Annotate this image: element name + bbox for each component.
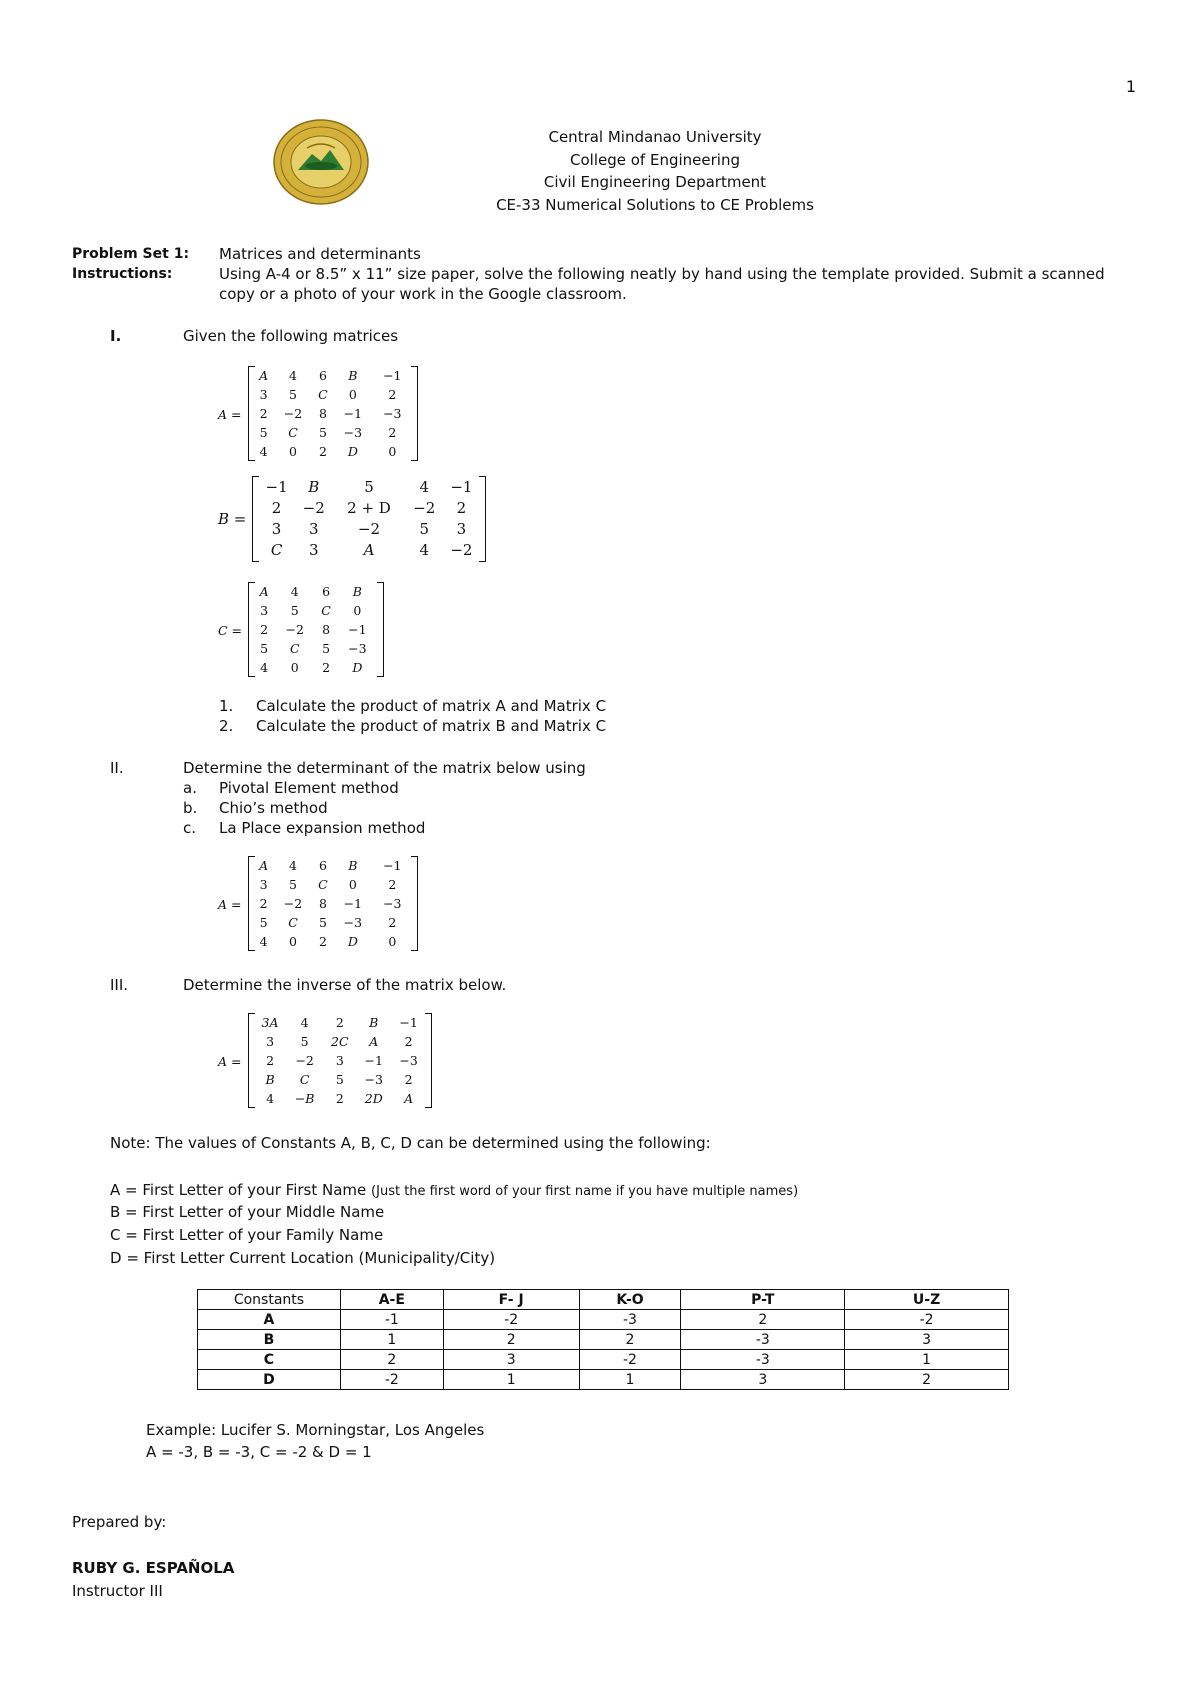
page-number: 1 (1125, 77, 1136, 96)
course-title: CE-33 Numerical Solutions to CE Problems (496, 195, 814, 214)
section-1-numeral: I. (110, 327, 122, 345)
matrix-cell: 3A (261, 1015, 279, 1030)
matrix-cell: C (289, 641, 300, 656)
note-line-a (110, 1180, 798, 1202)
matrix-cell: 0 (353, 603, 362, 618)
example-line-2: A = -3, B = -3, C = -2 & D = 1 (146, 1443, 372, 1461)
constants-table (197, 1289, 1009, 1390)
matrix-cell: −1 (450, 477, 473, 496)
matrix-a-1 (218, 366, 418, 466)
matrix-cell: 4 (290, 584, 299, 599)
matrix-cell: 4 (419, 477, 430, 496)
matrix-cell: 5 (364, 477, 374, 496)
matrix-cell: 2 (388, 877, 397, 892)
matrix-cell: D (352, 660, 363, 675)
table-cell: B (198, 1330, 341, 1350)
table-cell: 2 (845, 1370, 1009, 1390)
instructions-line-1: Using A-4 or 8.5” x 11” size paper, solve the following neatly by hand using the template provided. Submit a scanned (219, 265, 1105, 283)
matrix-cell: 5 (322, 641, 331, 656)
matrix-cell: 3 (308, 540, 319, 559)
matrix-cell: −1 (383, 858, 402, 873)
matrix-cell: −3 (383, 896, 402, 911)
matrix-label: A = (218, 407, 242, 422)
table-header-cell: F- J (443, 1290, 579, 1310)
matrix-cell: 2 (404, 1034, 413, 1049)
matrix-label: A = (218, 1054, 242, 1069)
college-name: College of Engineering (570, 150, 740, 169)
note-line-a-main: A = First Letter of your First Name (110, 1181, 367, 1199)
task-1-number: 1. (219, 697, 234, 715)
matrix-cell: 0 (348, 877, 357, 892)
matrix-cell: B (348, 368, 358, 383)
matrix-cell: 2C (331, 1034, 349, 1049)
matrix-label: B = (218, 510, 247, 528)
matrix-cell: 2 (388, 915, 397, 930)
matrix-cell: −2 (285, 622, 304, 637)
method-b-text: Chio’s method (219, 799, 328, 817)
matrix-cell: 5 (318, 425, 327, 440)
instructions-label: Instructions: (72, 266, 173, 282)
table-header-cell: U-Z (845, 1290, 1009, 1310)
matrix-cell: B (352, 584, 362, 599)
matrix-cell: C (270, 540, 283, 559)
matrix-cell: A (404, 1091, 414, 1106)
problem-set-title: Matrices and determinants (219, 245, 421, 263)
method-c-text: La Place expansion method (219, 819, 426, 837)
matrix-cell: −1 (399, 1015, 418, 1030)
matrix-cell: 2 (388, 387, 397, 402)
matrix-cell: B (369, 1015, 379, 1030)
preparer-name: RUBY G. ESPAÑOLA (72, 1559, 235, 1577)
matrix-cell: −1 (343, 406, 363, 421)
matrix-cell: C (299, 1072, 310, 1087)
table-cell: 3 (845, 1330, 1009, 1350)
matrix-cell: C (288, 915, 298, 930)
matrix-cell: 5 (259, 425, 268, 440)
matrix-grid (258, 476, 480, 560)
matrix-cell: −3 (348, 641, 367, 656)
matrix-cell: B (265, 1072, 275, 1087)
matrix-cell: 6 (322, 584, 331, 599)
matrix-cell: 3 (271, 519, 282, 538)
matrix-cell: A (259, 858, 269, 873)
matrix-label: C = (218, 623, 243, 638)
matrix-cell: C (318, 877, 328, 892)
matrix-cell: 5 (419, 519, 430, 538)
matrix-cell: 4 (266, 1091, 275, 1106)
matrix-cell: B (308, 477, 320, 496)
table-cell: 1 (443, 1370, 579, 1390)
matrix-cell: 0 (289, 934, 297, 949)
matrix-cell: 3 (335, 1053, 344, 1068)
instructions-line-2: copy or a photo of your work in the Google classroom. (219, 285, 627, 303)
matrix-cell: 2 (335, 1015, 344, 1030)
matrix-cell: 2 (271, 498, 282, 517)
table-cell: -2 (340, 1370, 443, 1390)
matrix-cell: 5 (259, 915, 268, 930)
table-header-cell: A-E (340, 1290, 443, 1310)
table-cell: A (198, 1310, 341, 1330)
table-row (198, 1310, 1009, 1330)
matrix-cell: 3 (259, 387, 268, 402)
matrix-cell: −2 (357, 519, 381, 538)
matrix-cell: 3 (456, 519, 467, 538)
matrix-cell: C (288, 425, 298, 440)
matrix-cell: 8 (318, 896, 327, 911)
matrix-cell: −2 (413, 498, 436, 517)
matrix-cell: 2D (364, 1091, 383, 1106)
table-cell: -3 (579, 1310, 681, 1330)
matrix-cell: 2 (266, 1053, 275, 1068)
matrix-cell: 2 (318, 444, 327, 459)
table-header-row (198, 1290, 1009, 1310)
section-2-numeral: II. (110, 759, 124, 777)
matrix-cell: 2 (259, 406, 268, 421)
matrix-cell: D (347, 444, 358, 459)
table-cell: -3 (681, 1350, 845, 1370)
matrix-cell: 4 (300, 1015, 309, 1030)
matrix-cell: 2 (404, 1072, 413, 1087)
matrix-cell: 2 (259, 896, 268, 911)
matrix-cell: 5 (289, 387, 297, 402)
table-header-cell: P-T (681, 1290, 845, 1310)
task-1-text: Calculate the product of matrix A and Matrix C (256, 697, 607, 715)
matrix-cell: 5 (300, 1034, 309, 1049)
matrix-c (218, 582, 388, 682)
matrix-cell: −3 (383, 406, 402, 421)
matrix-cell: 2 (335, 1091, 344, 1106)
matrix-cell: 2 (322, 660, 331, 675)
matrix-cell: −1 (383, 368, 402, 383)
table-cell: 2 (681, 1310, 845, 1330)
task-2-text: Calculate the product of matrix B and Matrix C (256, 717, 607, 735)
table-cell: 3 (681, 1370, 845, 1390)
matrix-grid (254, 582, 378, 677)
matrix-cell: 8 (318, 406, 327, 421)
section-2-text: Determine the determinant of the matrix below using (183, 759, 586, 777)
method-a-letter: a. (183, 779, 197, 797)
task-2-number: 2. (219, 717, 234, 735)
matrix-cell: 0 (388, 934, 397, 949)
matrix-cell: D (347, 934, 358, 949)
matrix-cell: 3 (308, 519, 319, 538)
section-1-text: Given the following matrices (183, 327, 399, 345)
table-cell: -1 (340, 1310, 443, 1330)
matrix-cell: 3 (259, 877, 268, 892)
matrix-cell: −1 (265, 477, 288, 496)
table-cell: 1 (845, 1350, 1009, 1370)
section-3-text: Determine the inverse of the matrix below. (183, 976, 507, 994)
matrix-cell: 0 (290, 660, 299, 675)
table-row (198, 1350, 1009, 1370)
matrix-cell: −2 (283, 896, 303, 911)
table-cell: 3 (443, 1350, 579, 1370)
table-cell: D (198, 1370, 341, 1390)
university-name: Central Mindanao University (548, 128, 762, 146)
document-header (0, 126, 1200, 216)
matrix-cell: 4 (289, 368, 297, 383)
table-cell: 2 (340, 1350, 443, 1370)
matrix-cell: C (321, 603, 331, 618)
matrix-cell: 8 (322, 622, 331, 637)
table-cell: -3 (681, 1330, 845, 1350)
department-name: Civil Engineering Department (543, 173, 767, 191)
matrix-cell: −2 (450, 540, 473, 559)
table-cell: -2 (579, 1350, 681, 1370)
note-line-a-aside: (Just the first word of your first name if you have multiple names) (371, 1184, 799, 1199)
matrix-cell: 2 (388, 425, 397, 440)
section-3-numeral: III. (110, 976, 129, 994)
matrix-grid (254, 856, 412, 951)
table-cell: 1 (579, 1370, 681, 1390)
matrix-label: A = (218, 897, 242, 912)
note-line-c: C = First Letter of your Family Name (110, 1226, 384, 1244)
matrix-cell: 4 (419, 540, 430, 559)
method-a-text: Pivotal Element method (219, 779, 399, 797)
matrix-cell: −2 (283, 406, 303, 421)
matrix-cell: A (259, 368, 269, 383)
matrix-cell: 0 (388, 444, 397, 459)
matrix-cell: 2 (260, 622, 269, 637)
note-line-b: B = First Letter of your Middle Name (110, 1203, 385, 1221)
matrix-cell: 5 (318, 915, 327, 930)
matrix-cell: −3 (343, 915, 363, 930)
table-cell: 1 (340, 1330, 443, 1350)
table-header-cell: K-O (579, 1290, 681, 1310)
matrix-cell: 2 + D (347, 498, 391, 517)
problem-set-label: Problem Set 1: (72, 246, 190, 262)
matrix-cell: 3 (260, 603, 269, 618)
matrix-cell: 5 (260, 641, 269, 656)
matrix-cell: A (369, 1034, 379, 1049)
matrix-cell: −3 (364, 1072, 383, 1087)
note-text: Note: The values of Constants A, B, C, D can be determined using the following: (110, 1134, 711, 1152)
table-cell: -2 (845, 1310, 1009, 1330)
matrix-cell: C (318, 387, 328, 402)
matrix-cell: −2 (295, 1053, 314, 1068)
matrix-grid (254, 1013, 426, 1108)
matrix-cell: 4 (289, 858, 297, 873)
matrix-grid (254, 366, 412, 461)
matrix-cell: 2 (456, 498, 467, 517)
matrix-cell: 4 (260, 660, 269, 675)
preparer-title: Instructor III (72, 1582, 163, 1600)
method-c-letter: c. (183, 819, 197, 837)
matrix-cell: A (259, 584, 269, 599)
method-b-letter: b. (183, 799, 198, 817)
matrix-cell: −1 (364, 1053, 383, 1068)
matrix-cell: 5 (290, 603, 299, 618)
table-cell: -2 (443, 1310, 579, 1330)
example-line-1: Example: Lucifer S. Morningstar, Los Angeles (146, 1421, 485, 1439)
matrix-cell: −1 (348, 622, 367, 637)
matrix-cell: B (348, 858, 358, 873)
table-header-cell: Constants (198, 1290, 341, 1310)
matrix-cell: 5 (289, 877, 297, 892)
matrix-cell: 2 (318, 934, 327, 949)
matrix-cell: −1 (343, 896, 363, 911)
matrix-cell: 5 (335, 1072, 344, 1087)
table-row (198, 1330, 1009, 1350)
matrix-cell: 4 (259, 934, 268, 949)
note-line-d: D = First Letter Current Location (Municipality/City) (110, 1249, 496, 1267)
matrix-cell: −3 (343, 425, 363, 440)
table-cell: 2 (443, 1330, 579, 1350)
matrix-cell: −B (294, 1091, 315, 1106)
matrix-cell: 4 (259, 444, 268, 459)
matrix-cell: 0 (289, 444, 297, 459)
matrix-cell: 0 (348, 387, 357, 402)
matrix-b (218, 476, 488, 566)
matrix-cell: −2 (302, 498, 325, 517)
matrix-cell: 6 (318, 368, 327, 383)
matrix-cell: A (363, 540, 375, 559)
matrix-a-inverse (218, 1013, 438, 1113)
prepared-by-label: Prepared by: (72, 1513, 167, 1531)
matrix-a-determinant (218, 856, 418, 956)
matrix-cell: −3 (399, 1053, 418, 1068)
table-row (198, 1370, 1009, 1390)
matrix-cell: 6 (318, 858, 327, 873)
matrix-cell: 3 (266, 1034, 275, 1049)
table-cell: C (198, 1350, 341, 1370)
table-cell: 2 (579, 1330, 681, 1350)
